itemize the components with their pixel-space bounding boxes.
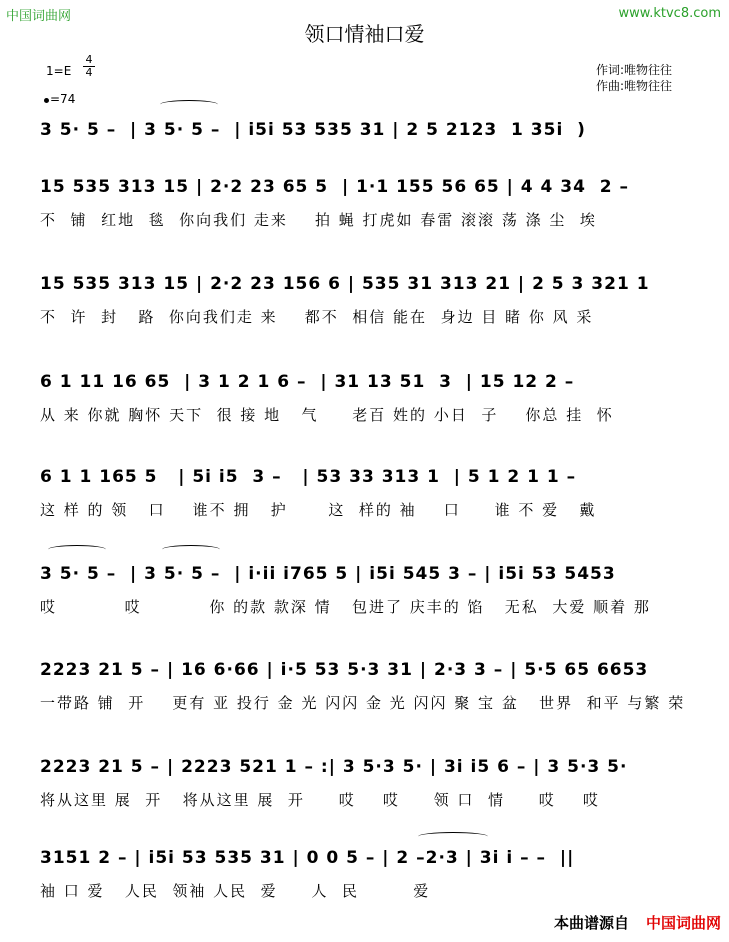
score-row-5 [0,455,729,519]
lyrics-line: 袖 口 爱 人民 领袖 人民 爱 人 民 爱 [40,882,431,900]
slur-mark [162,545,220,554]
score-row-6 [0,552,729,616]
song-title: 领口情袖口爱 [304,22,425,46]
notation-line: 2223 21 5 – | 16 6·66 | i·5 53 5·3 31 | 2·3 3 – | 5·5 65 6653 [40,660,649,680]
score-row-8 [0,745,729,809]
time-signature [83,54,95,79]
score-row-9 [0,836,729,900]
score-row-7 [0,648,729,712]
credits [596,62,672,94]
tempo-marking [44,92,75,106]
score-row-4 [0,360,729,424]
lyrics-line: 将从这里 展 开 将从这里 展 开 哎 哎 领 口 情 哎 哎 [40,791,600,809]
score-row-3 [0,262,729,326]
watermark-left[interactable]: 中国词曲网 [6,9,72,24]
tempo-value: =74 [50,92,76,106]
notation-line: 3 5· 5 – | 3 5· 5 – | i5i 53 535 31 | 2 5 2123 1 35i ) [40,120,586,140]
lyrics-line: 这 样 的 领 口 谁不 拥 护 这 样的 袖 口 谁 不 爱 戴 [40,501,597,519]
footer-site-link[interactable]: 中国词曲网 [645,914,721,932]
lyrics-line: 不 许 封 路 你向我们走 来 都不 相信 能在 身边 目 睹 你 风 采 [40,308,594,326]
notation-line: 2223 21 5 – | 2223 521 1 – :| 3 5·3 5· | 3i i5 6 – | 3 5·3 5· [40,757,628,777]
score-row-1 [0,108,729,168]
lyrics-line: 不 铺 红地 毯 你向我们 走来 拍 蝇 打虎如 春雷 滚滚 荡 涤 尘 埃 [40,211,597,229]
notation-line: 3151 2 – | i5i 53 535 31 | 0 0 5 – | 2 –2·3 | 3i i – – || [40,848,575,868]
lyricist-credit: 作词:唯物往往 [596,63,673,77]
notation-line: 3 5· 5 – | 3 5· 5 – | i·ii i765 5 | i5i 545 3 – | i5i 53 5453 [40,564,616,584]
notation-line: 6 1 1 165 5 | 5i i5 3 – | 53 33 313 1 | 5 1 2 1 1 – [40,467,577,487]
lyrics-line: 哎 哎 你 的款 款深 情 包进了 庆丰的 馅 无私 大爱 顺着 那 [40,598,651,616]
score-row-2 [0,165,729,229]
notation-line: 15 535 313 15 | 2·2 23 156 6 | 535 31 313 21 | 2 5 3 321 1 [40,274,650,294]
key-signature: 1=E [46,64,72,78]
time-signature-bottom: 4 [85,66,93,79]
slur-mark [160,100,218,109]
quarter-note-icon [44,98,49,103]
notation-line: 15 535 313 15 | 2·2 23 65 5 | 1·1 155 56 65 | 4 4 34 2 – [40,177,630,197]
lyrics-line: 一带路 铺 开 更有 亚 投行 金 光 闪闪 金 光 闪闪 聚 宝 盆 世界 和平 与繁 荣 [40,694,686,712]
footer-source-text: 本曲谱源自 [553,914,629,932]
composer-credit: 作曲:唯物往往 [596,79,673,93]
watermark-right[interactable]: www.ktvc8.com [618,6,721,21]
slur-mark [48,545,106,554]
lyrics-line: 从 来 你就 胸怀 天下 很 接 地 气 老百 姓的 小日 子 你总 挂 怀 [40,406,614,424]
time-signature-top: 4 [83,54,95,67]
notation-line: 6 1 11 16 65 | 3 1 2 1 6 – | 31 13 51 3 | 15 12 2 – [40,372,575,392]
slur-mark [418,832,488,841]
